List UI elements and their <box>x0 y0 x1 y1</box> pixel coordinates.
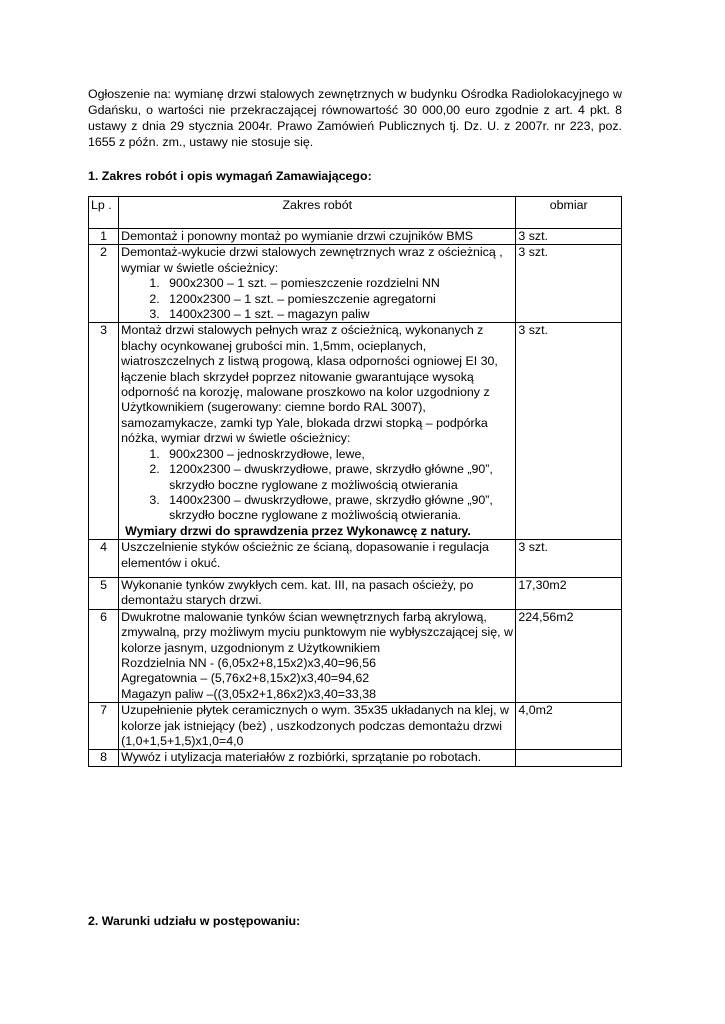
dimensions-note: Wymiary drzwi do sprawdzenia przez Wykonawcę z natury. <box>125 523 471 538</box>
calc-line: Agregatownia – (5,76x2+8,15x2)x3,40=94,62 <box>121 671 370 686</box>
row-qty: 4,0m2 <box>516 703 622 750</box>
row-qty: 3 szt. <box>516 245 622 323</box>
table-header-row <box>89 197 622 229</box>
row-lp: 6 <box>89 609 119 702</box>
list-item: 1. 900x2300 – 1 szt. – pomieszczenie rozdzielni NN <box>163 276 513 291</box>
scope-table <box>88 196 622 767</box>
list-item: 2. 1200x2300 – 1 szt. – pomieszczenie agregatorni <box>163 292 513 307</box>
table-row <box>89 540 622 578</box>
table-row <box>89 245 622 323</box>
row-qty <box>516 750 622 766</box>
row-cell <box>119 323 516 540</box>
table-row <box>89 703 622 750</box>
header-lp: Lp . <box>89 197 119 229</box>
row-lp: 7 <box>89 703 119 750</box>
dimension-list <box>121 276 513 322</box>
row-text: Montaż drzwi stalowych pełnych wraz z ościeżnicą, wykonanych z blachy ocynkowanej grubości min. 1,5mm, ocieplanych, wiatroszczelnych z listwą progową, klasa odporności ogniowej EI 30, łączenie blach skrzydeł poprzez nitowanie gwarantujące wysoką odporność na korozję, malowane proszkowo na kolor uzgodniony z Użytkownikiem (sugerowany: ciemne bordo RAL 3007), samozamykacze, zamki typ Yale, blokada drzwi stopką – podpórka nóżka, wymiar drzwi w świetle ościeżnicy: <box>121 323 498 446</box>
row-lp: 3 <box>89 323 119 540</box>
row-lp: 1 <box>89 229 119 245</box>
section-1-heading: 1. Zakres robót i opis wymagań Zamawiającego: <box>88 169 372 183</box>
row-lp: 8 <box>89 750 119 766</box>
row-text: Dwukrotne malowanie tynków ścian wewnętrznych farbą akrylową, zmywalną, przy możliwym myciu punktowym nie wybłyszczającej się, w kolorze jasnym, uzgodnionym z Użytkownikiem <box>121 609 513 655</box>
header-qty: obmiar <box>516 197 622 229</box>
row-cell <box>119 703 516 750</box>
table-row <box>89 609 622 702</box>
document-page <box>88 86 622 184</box>
row-text: Uszczelnienie styków ościeżnic ze ścianą, dopasowanie i regulacja elementów i okuć. <box>119 540 516 578</box>
header-scope: Zakres robót <box>119 197 516 229</box>
dimension-list <box>121 447 513 524</box>
calc-line: (1,0+1,5+1,5)x1,0=4,0 <box>121 734 244 748</box>
row-cell <box>119 245 516 323</box>
list-item: 3. 1400x2300 – 1 szt. – magazyn paliw <box>163 307 513 322</box>
list-item: 2. 1200x2300 – dwuskrzydłowe, prawe, skrzydło główne „90”, skrzydło boczne ryglowane z możliwością otwierania <box>163 462 513 493</box>
table-row <box>89 750 622 766</box>
row-text: Demontaż i ponowny montaż po wymianie drzwi czujników BMS <box>119 229 516 245</box>
row-lp: 4 <box>89 540 119 578</box>
section-2-heading: 2. Warunki udziału w postępowaniu: <box>88 914 301 928</box>
intro-paragraph: Ogłoszenie na: wymianę drzwi stalowych zewnętrznych w budynku Ośrodka Radiolokacyjnego w Gdańsku, o wartości nie przekraczającej równowartość 30 000,00 euro zgodnie z art. 4 pkt. 8 ustawy z dnia 29 stycznia 2004r. Prawo Zamówień Publicznych tj. Dz. U. z 2007r. nr 223, poz. 1655 z późn. zm., ustawy nie stosuje się. <box>88 87 622 149</box>
table-row <box>89 323 622 540</box>
table-row <box>89 577 622 609</box>
row-qty: 17,30m2 <box>516 577 622 609</box>
row-lp: 5 <box>89 577 119 609</box>
list-item: 1. 900x2300 – jednoskrzydłowe, lewe, <box>163 447 513 462</box>
row-text: Uzupełnienie płytek ceramicznych o wym. 35x35 układanych na klej, w kolorze jak istniejący (beż) , uszkodzonych podczas demontażu drzwi <box>121 703 509 733</box>
row-text: Demontaż-wykucie drzwi stalowych zewnętrznych wraz z ościeżnicą , wymiar w świetle ościeżnicy: <box>121 245 503 275</box>
row-qty: 3 szt. <box>516 229 622 245</box>
row-text: Wywóz i utylizacja materiałów z rozbiórki, sprzątanie po robotach. <box>119 750 516 766</box>
row-qty: 3 szt. <box>516 540 622 578</box>
row-qty: 3 szt. <box>516 323 622 540</box>
row-qty: 224,56m2 <box>516 609 622 702</box>
table-row <box>89 229 622 245</box>
list-item: 3. 1400x2300 – dwuskrzydłowe, prawe, skrzydło główne „90”, skrzydło boczne ryglowane z możliwością otwierania. <box>163 493 513 524</box>
calc-line: Rozdzielnia NN - (6,05x2+8,15x2)x3,40=96,56 <box>121 655 377 670</box>
row-cell <box>119 609 516 702</box>
calc-line: Magazyn paliw –((3,05x2+1,86x2)x3,40=33,38 <box>121 686 377 701</box>
row-text: Wykonanie tynków zwykłych cem. kat. III, na pasach ościeży, po demontażu starych drzwi. <box>119 577 516 609</box>
row-lp: 2 <box>89 245 119 323</box>
